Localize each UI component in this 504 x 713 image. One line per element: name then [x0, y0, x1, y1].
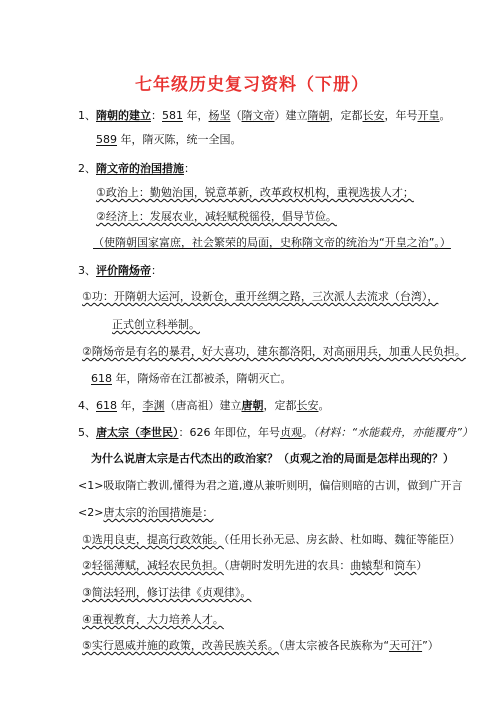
era-name: 贞观	[280, 426, 302, 439]
section-3-heading: 3、评价隋炀帝：	[78, 264, 162, 277]
tool-name: 筒车	[394, 559, 417, 572]
political-measures: ①政治上：勤勉治国，锐意革新，改革政权机构，重视选拔人才；	[96, 186, 414, 199]
quote-material: （材料：“水能载舟，亦能覆舟”）	[313, 426, 473, 439]
economic-measures: ②经济上：发展农业，减轻赋税徭役，倡导节俭。	[96, 210, 337, 223]
point-2: <2>唐太宗的治国措施是：	[78, 506, 214, 519]
year: 618	[96, 399, 117, 412]
section-heading: 唐太宗（李世民）	[96, 426, 179, 439]
measure-3: ③简法轻刑，修订法律《贞观律》。	[82, 586, 252, 599]
section-5-heading: 5、唐太宗（李世民）：626 年即位，年号贞观。（材料：“水能载舟，亦能覆舟”）	[78, 426, 473, 439]
sui-fall-line: 618 年，隋炀帝在江都被杀，隋朝灭亡。	[91, 372, 292, 385]
tool-name: 曲辕犁	[350, 559, 384, 572]
faults-line: ②隋炀帝是有名的暴君，好大喜功，建东都洛阳，对高丽用兵，加重人民负担。	[82, 345, 466, 358]
document-title: 七年级历史复习资料（下册）	[135, 75, 369, 95]
year: 589	[96, 133, 117, 146]
point-1: <1>吸取隋亡教训,懂得为君之道,遵从兼听则明，偏信则暗的古训，做到广开言	[78, 479, 463, 492]
section-number: 2、	[78, 162, 96, 175]
dynasty-name: 隋朝	[307, 109, 330, 122]
person-name: 杨坚	[208, 109, 231, 122]
section-heading: 隋文帝的治国措施	[96, 162, 184, 175]
section-number: 1、	[78, 109, 96, 122]
year: 618	[91, 372, 112, 385]
merits-line-2: 正式创立科举制。	[112, 318, 200, 331]
section-2-heading: 2、隋文帝的治国措施：	[78, 162, 195, 175]
measure-4: ④重视教育，大力培养人才。	[82, 613, 224, 626]
measure-2: ②轻徭薄赋，减轻农民负担。（唐朝时发明先进的农具：曲辕犁和筒车）	[82, 559, 428, 572]
capital-name: 长安	[362, 109, 385, 122]
emperor-title: 隋文帝	[241, 109, 275, 122]
measure-1: ①选用良吏，提高行政效能。（任用长孙无忌、房玄龄、杜如晦、魏征等能臣）	[82, 533, 461, 546]
section-1-line-2: 589 年，隋灭陈，统一全国。	[96, 133, 242, 146]
dynasty-name: 唐朝	[241, 399, 264, 412]
section-number: 3、	[78, 264, 96, 277]
section-heading: 评价隋炀帝	[96, 264, 151, 277]
measure-5: ⑤实行恩威并施的政策，改善民族关系。（唐太宗被各民族称为“天可汗”）	[82, 639, 439, 652]
key-question: 为什么说唐太宗是古代杰出的政治家？（贞观之治的局面是怎样出现的？）	[91, 452, 454, 465]
khan-title: 天可汗	[389, 639, 423, 652]
person-name: 李渊	[142, 399, 165, 412]
merits-line-1: ①功：开隋朝大运河，设新仓，重开丝绸之路，三次派人去流求（台湾），	[82, 290, 439, 303]
section-number: 4、	[78, 399, 96, 412]
section-4-line: 4、618 年，李渊（唐高祖）建立唐朝，定都长安。	[78, 399, 330, 412]
section-1-line-1: 1、隋朝的建立：581 年，杨坚（隋文帝）建立隋朝，定都长安，年号开皇。	[78, 109, 451, 122]
capital-name: 长安	[296, 399, 319, 412]
year: 581	[162, 109, 183, 122]
era-name: 开皇	[417, 109, 440, 122]
section-number: 5、	[78, 426, 96, 439]
kaihuang-rule-note: （使隋朝国家富庶，社会繁荣的局面，史称隋文帝的统治为“开皇之治”。）	[93, 236, 451, 249]
section-heading: 隋朝的建立	[96, 109, 151, 122]
